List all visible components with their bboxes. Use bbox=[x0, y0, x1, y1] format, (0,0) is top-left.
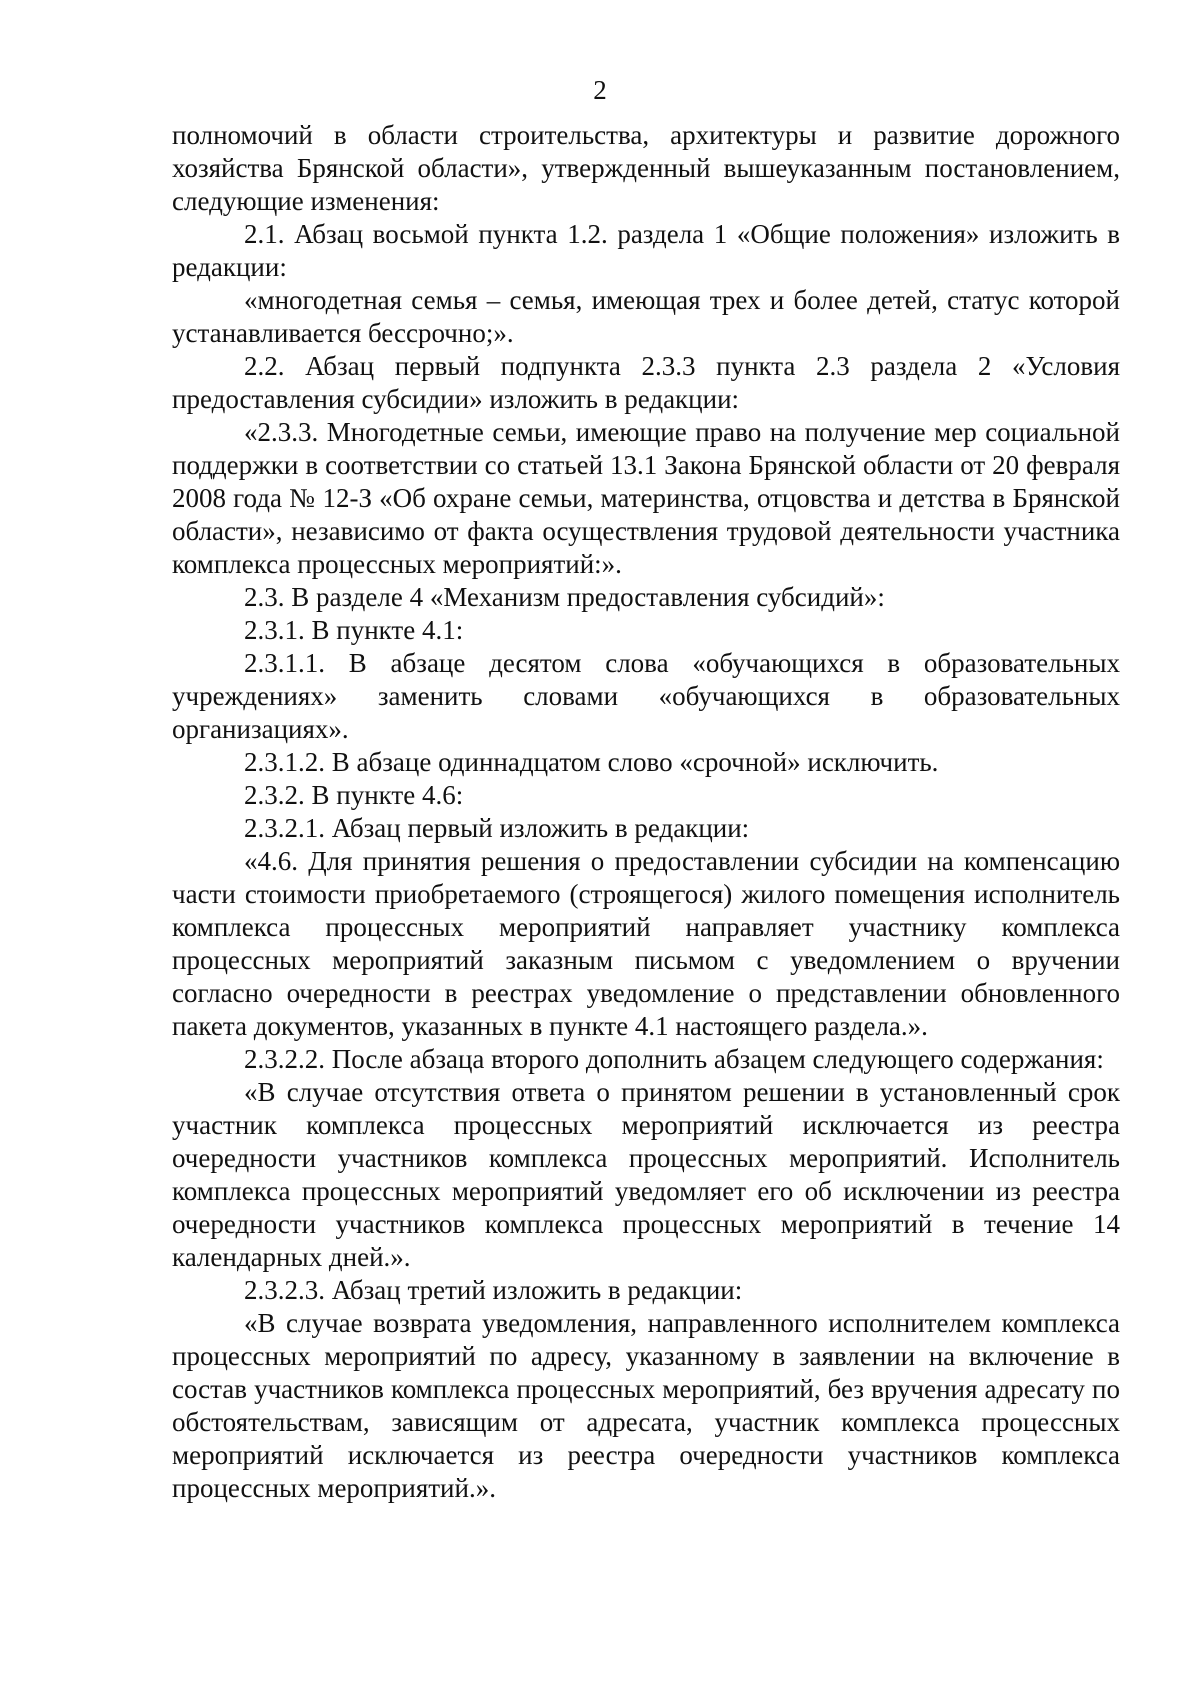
paragraph-2-3-2-1: 2.3.2.1. Абзац первый изложить в редакции: bbox=[244, 813, 750, 843]
paragraph-continuation: полномочий в области строительства, архитектуры и развитие дорожного хозяйства Брянской области», утвержденный вышеуказанным постановлением, следующие изменения: bbox=[172, 120, 1120, 216]
paragraph-2-3-1: 2.3.1. В пункте 4.1: bbox=[244, 615, 464, 645]
paragraph-2-3-2-3-text: «В случае возврата уведомления, направленного исполнителем комплекса процессных мероприятий по адресу, указанному в заявлении на включение в состав участников комплекса процессных мероприятий, без вручения адресату по обстоятельствам, зависящим от адресата, участник комплекса процессных мероприятий исключается из реестра очередности участников комплекса процессных мероприятий.». bbox=[172, 1308, 1120, 1503]
paragraph-2-1-text: «многодетная семья – семья, имеющая трех и более детей, статус которой устанавливается бессрочно;». bbox=[172, 285, 1120, 348]
paragraph-2-3-2: 2.3.2. В пункте 4.6: bbox=[244, 780, 464, 810]
paragraph-2-3-2-2-text: «В случае отсутствия ответа о принятом решении в установленный срок участник комплекса процессных мероприятий исключается из реестра очередности участников комплекса процессных мероприятий. Исполнитель комплекса процессных мероприятий уведомляет его об исключении из реестра очередности участников комплекса процессных мероприятий в течение 14 календарных дней.». bbox=[172, 1077, 1120, 1272]
paragraph-2-2: 2.2. Абзац первый подпункта 2.3.3 пункта 2.3 раздела 2 «Условия предоставления субсидии» изложить в редакции: bbox=[172, 351, 1120, 414]
paragraph-2-3-2-2: 2.3.2.2. После абзаца второго дополнить абзацем следующего содержания: bbox=[244, 1044, 1104, 1074]
paragraph-2-1: 2.1. Абзац восьмой пункта 1.2. раздела 1 «Общие положения» изложить в редакции: bbox=[172, 219, 1120, 282]
paragraph-2-3-1-1: 2.3.1.1. В абзаце десятом слова «обучающихся в образовательных учреждениях» заменить словами «обучающихся в образовательных организациях». bbox=[172, 648, 1120, 744]
paragraph-2-3-1-2: 2.3.1.2. В абзаце одиннадцатом слово «срочной» исключить. bbox=[244, 747, 939, 777]
page-number: 2 bbox=[593, 75, 607, 105]
paragraph-2-3-2-3: 2.3.2.3. Абзац третий изложить в редакции: bbox=[244, 1275, 743, 1305]
document-body bbox=[172, 119, 1120, 1505]
paragraph-2-3: 2.3. В разделе 4 «Механизм предоставления субсидий»: bbox=[244, 582, 885, 612]
paragraph-2-2-text: «2.3.3. Многодетные семьи, имеющие право на получение мер социальной поддержки в соответствии со статьей 13.1 Закона Брянской области от 20 февраля 2008 года № 12-З «Об охране семьи, материнства, отцовства и детства в Брянской области», независимо от факта осуществления трудовой деятельности участника комплекса процессных мероприятий:». bbox=[172, 417, 1120, 579]
paragraph-4-6-text: «4.6. Для принятия решения о предоставлении субсидии на компенсацию части стоимости приобретаемого (строящегося) жилого помещения исполнитель комплекса процессных мероприятий направляет участнику комплекса процессных мероприятий заказным письмом с уведомлением о вручении согласно очередности в реестрах уведомление о представлении обновленного пакета документов, указанных в пункте 4.1 настоящего раздела.». bbox=[172, 846, 1120, 1041]
